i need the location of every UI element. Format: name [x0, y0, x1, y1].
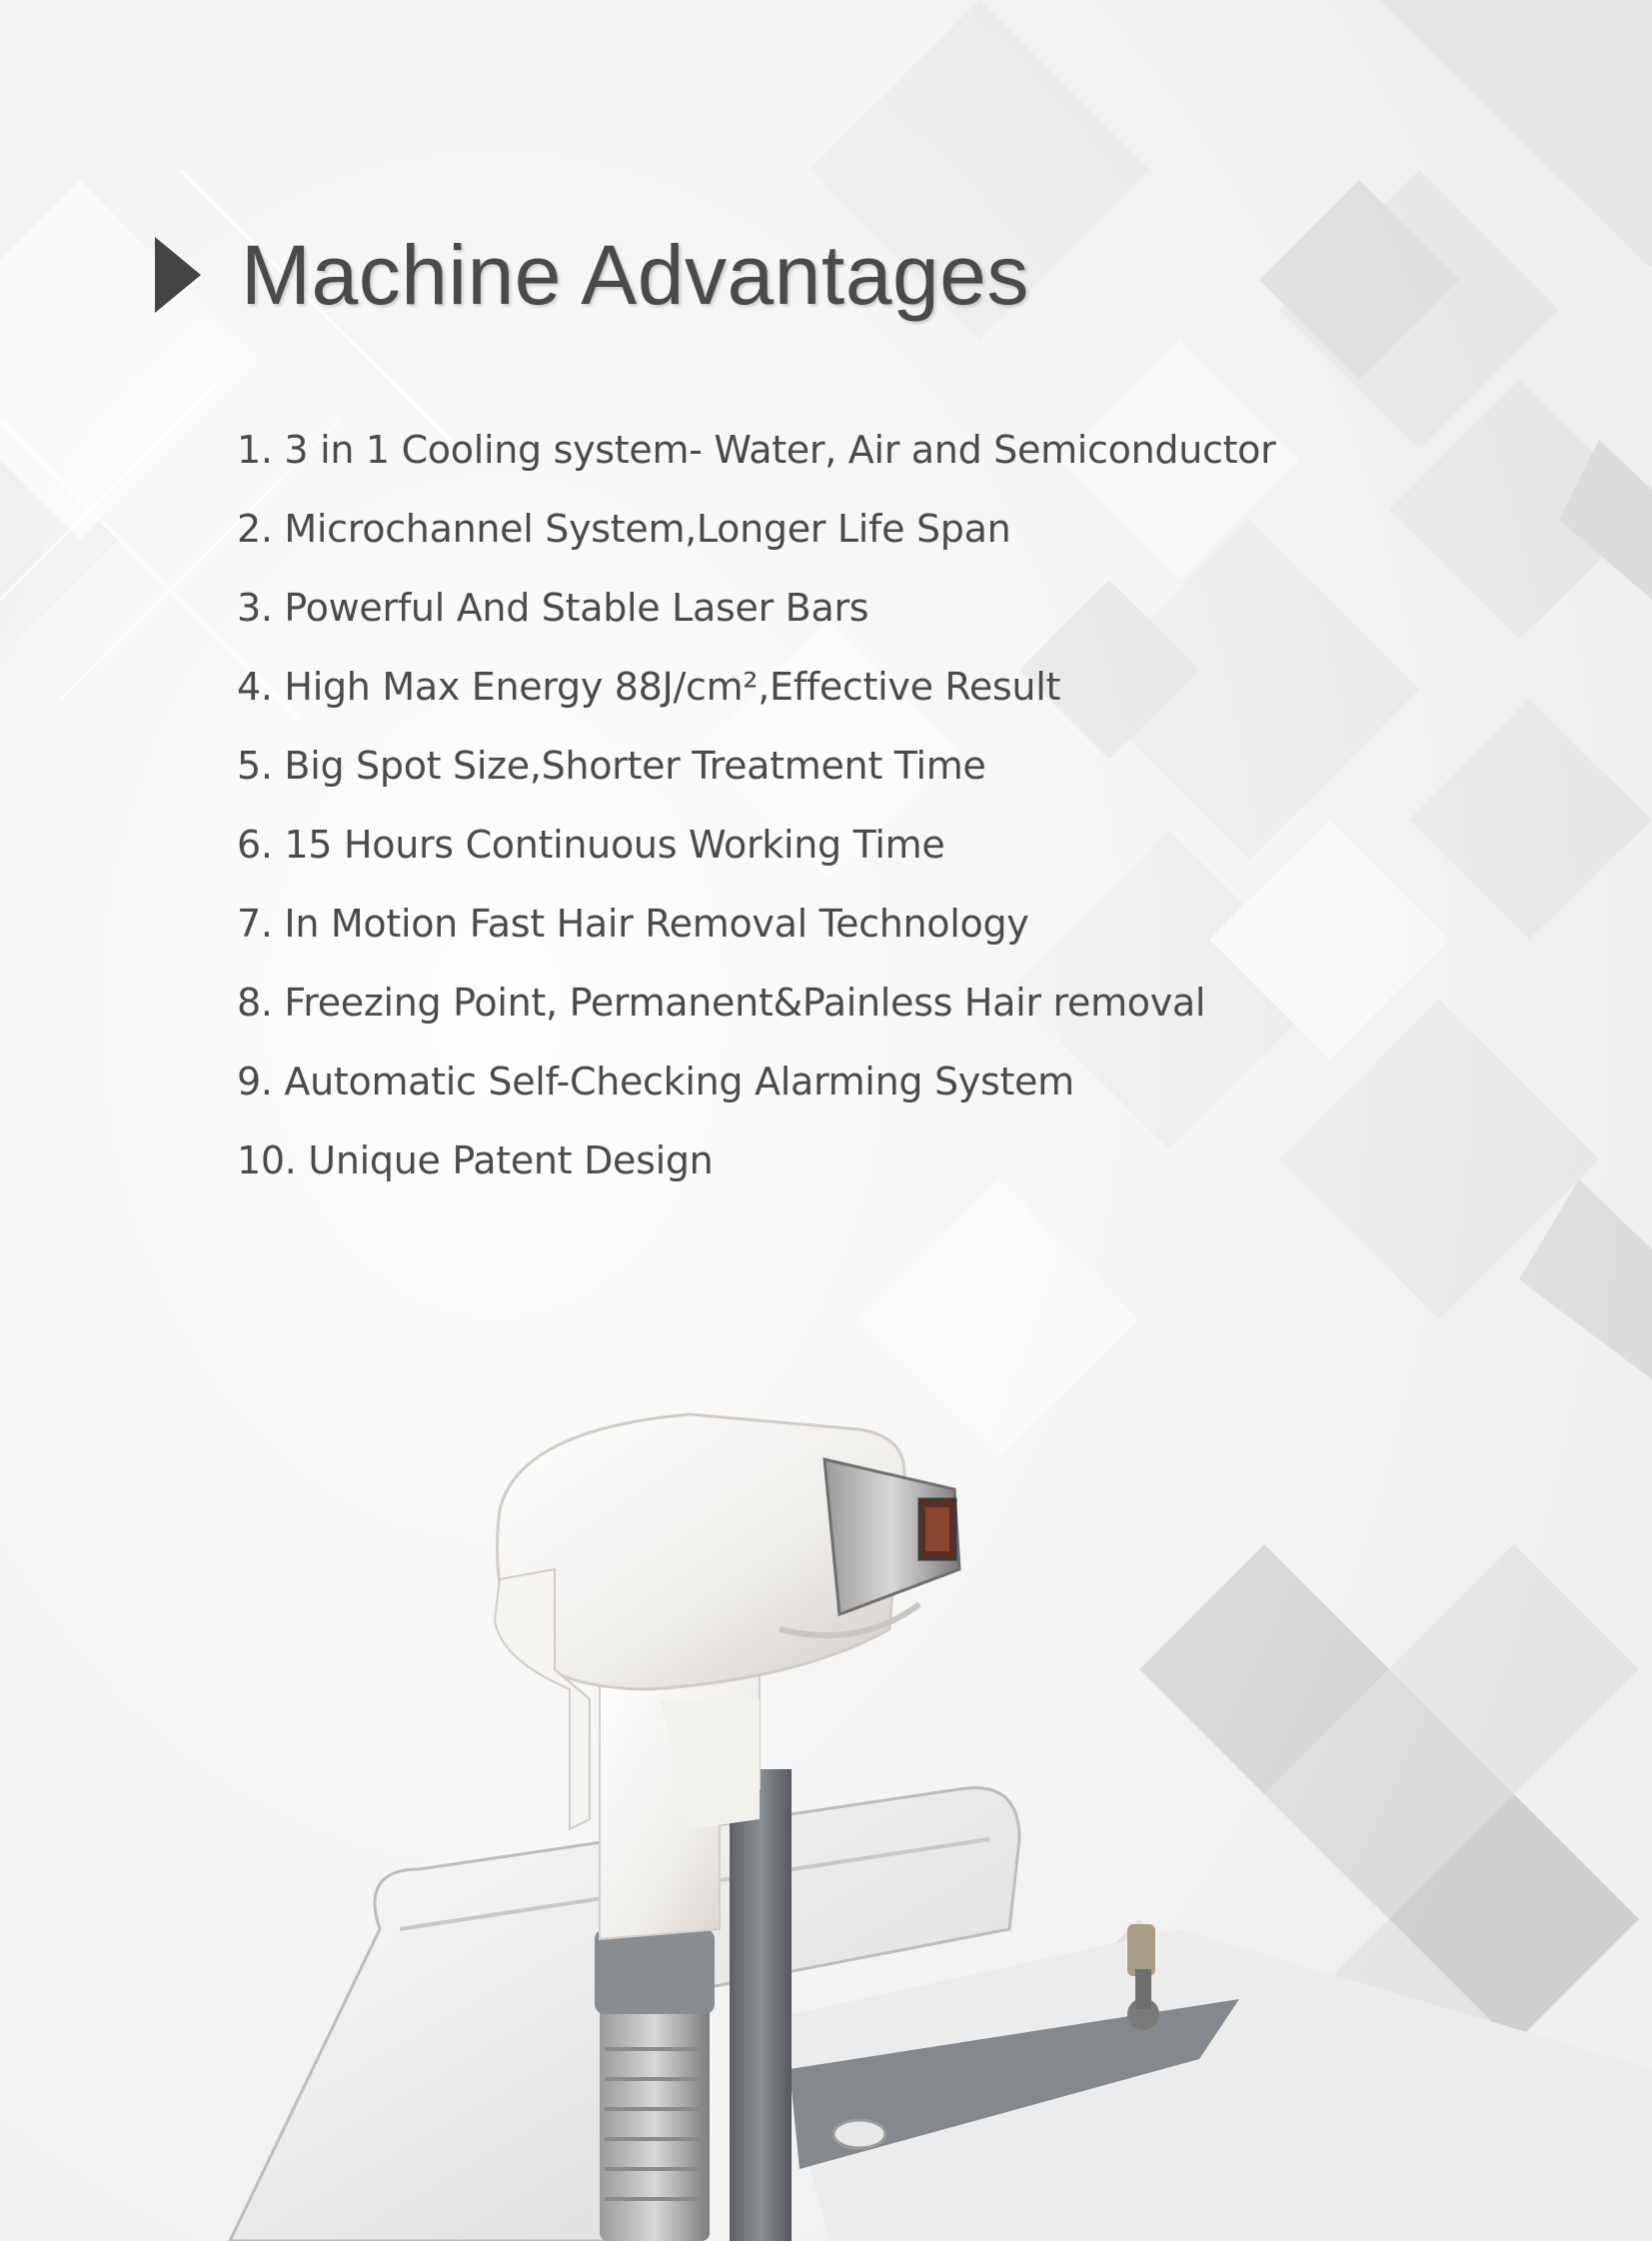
- list-item: 1. 3 in 1 Cooling system- Water, Air and Semiconductor: [237, 428, 1276, 472]
- page-title: Machine Advantages: [241, 227, 1029, 322]
- list-item: 8. Freezing Point, Permanent&Painless Hair removal: [237, 981, 1206, 1025]
- list-item: 6. 15 Hours Continuous Working Time: [237, 823, 945, 867]
- laser-machine-illustration: [0, 1369, 1652, 2241]
- list-item: 2. Microchannel System,Longer Life Span: [237, 507, 1011, 551]
- advantages-list: [237, 420, 1275, 1209]
- list-item: 4. High Max Energy 88J/cm²,Effective Result: [237, 665, 1061, 709]
- list-item: 10. Unique Patent Design: [237, 1138, 714, 1182]
- triangle-right-icon: [155, 237, 201, 313]
- list-item: 3. Powerful And Stable Laser Bars: [237, 586, 869, 630]
- section-heading: [155, 227, 1029, 322]
- list-item: 7. In Motion Fast Hair Removal Technology: [237, 902, 1029, 946]
- power-button-icon: [833, 2120, 885, 2148]
- key-icon: [1127, 1924, 1155, 1976]
- list-item: 5. Big Spot Size,Shorter Treatment Time: [237, 744, 986, 788]
- list-item: 9. Automatic Self-Checking Alarming System: [237, 1060, 1074, 1104]
